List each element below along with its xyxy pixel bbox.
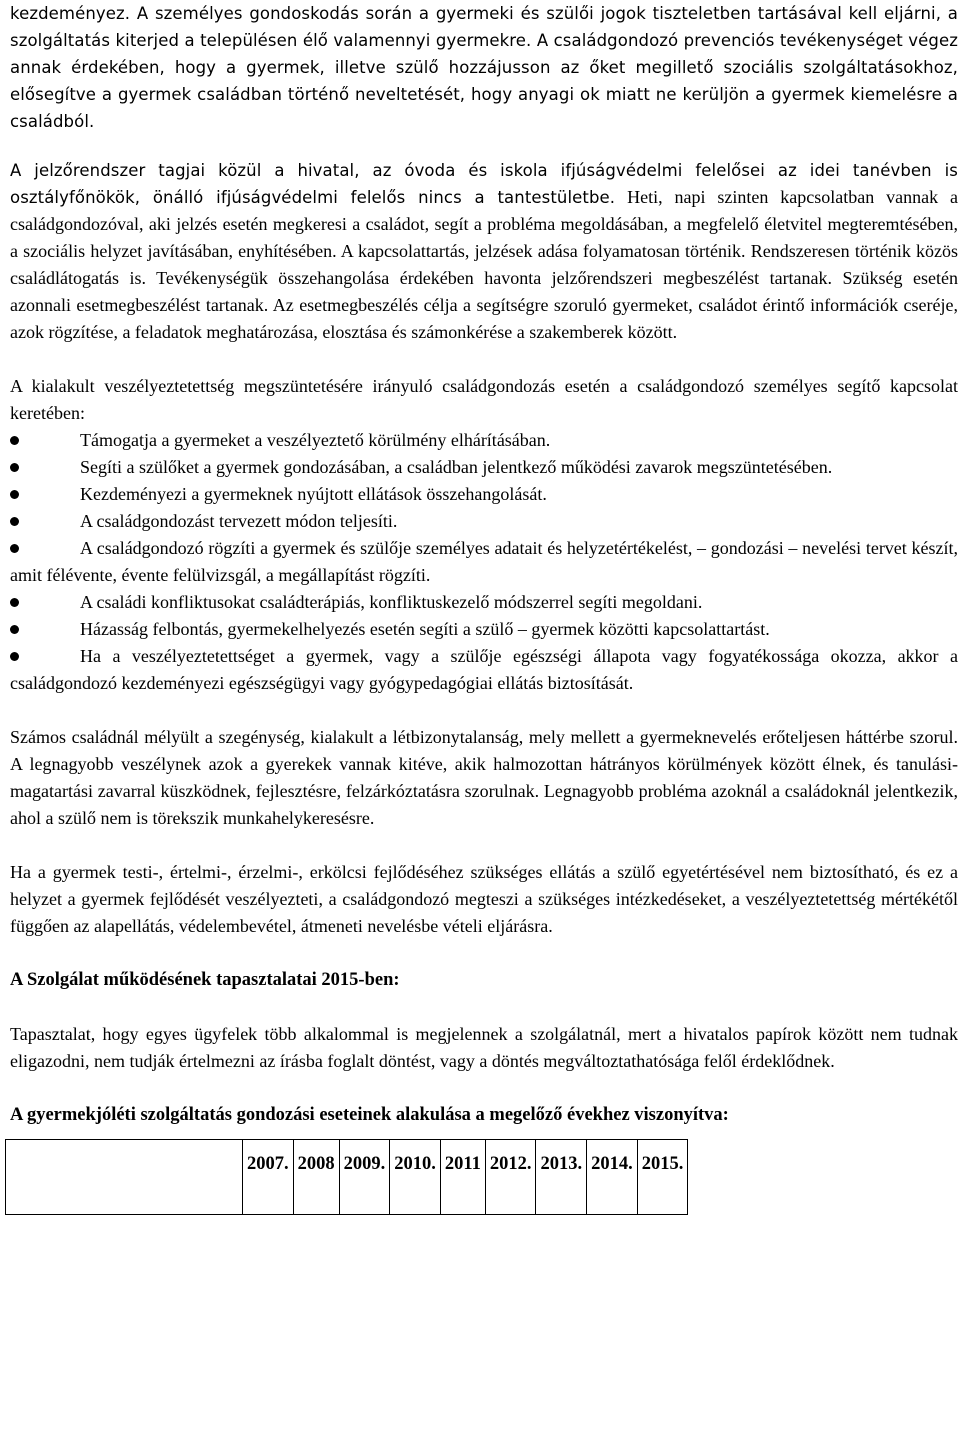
year-cell: 2013.	[536, 1140, 587, 1215]
bullet-icon	[10, 490, 19, 499]
list-item: A családi konfliktusokat családterápiás, konfliktuskezelő módszerrel segíti megoldani.	[10, 589, 958, 616]
year-cell: 2007.	[243, 1140, 294, 1215]
table-header-row	[6, 1140, 688, 1215]
year-cell: 2010.	[390, 1140, 441, 1215]
bullet-icon	[10, 436, 19, 445]
measures-paragraph: Ha a gyermek testi-, értelmi-, érzelmi-, erkölcsi fejlődéséhez szükséges ellátás a szülő egyetértésével nem biztosítható, és ez a helyzet a gyermek fejlődését veszélyezteti, a családgondozó megteszi a szükséges intézkedéseket, a veszélyeztetettség mértékétől függően az alapellátás, védelembevétel, átmeneti nevelésbe vételi eljárásra.	[10, 862, 958, 936]
year-cell: 2008	[293, 1140, 339, 1215]
bullet-icon	[10, 652, 19, 661]
year-cell: 2009.	[339, 1140, 390, 1215]
experience-heading: A Szolgálat működésének tapasztalatai 2015-ben:	[10, 970, 400, 990]
bullet-icon	[10, 517, 19, 526]
bullet-icon	[10, 463, 19, 472]
list-item: A családgondozást tervezett módon teljesíti.	[10, 508, 958, 535]
list-item: Támogatja a gyermeket a veszélyeztető körülmény elhárításában.	[10, 427, 958, 454]
bullet-icon	[10, 544, 19, 553]
list-item: Házasság felbontás, gyermekelhelyezés esetén segíti a szülő – gyermek közötti kapcsolattartást.	[10, 616, 958, 643]
poverty-paragraph: Számos családnál mélyült a szegénység, kialakult a létbizonytalanság, mely mellett a gyermeknevelés erőteljesen háttérbe szorul. A legnagyobb veszélynek azok a gyerekek vannak kitéve, akik halmozottan hátrányos körülmények között élnek, és tanulási- magatartási zavarral küszködnek, fejlesztésre, felzárkóztatásra szorulnak. Legnagyobb probléma azoknál a családoknál jelentkezik, ahol a szülő nem is törekszik munkahelykeresésre.	[10, 727, 958, 828]
document-page	[10, 0, 958, 1215]
signal-system-sans-text: A jelzőrendszer tagjai közül a hivatal, az óvoda és iskola ifjúságvédelmi felelősei az idei tanévben is osztályfőnökök, önálló ifjúságvédelmi felelős nincs a tantestületbe.	[10, 161, 958, 207]
year-cell: 2014.	[587, 1140, 638, 1215]
bullet-icon	[10, 625, 19, 634]
list-item: Ha a veszélyeztetettséget a gyermek, vagy a szülője egészségi állapota vagy fogyatékossága okozza, akkor a családgondozó kezdeményezi egészségügyi vagy gyógypedagógiai ellátás biztosítását.	[10, 646, 958, 693]
list-item: Segíti a szülőket a gyermek gondozásában, a családban jelentkező működési zavarok megszüntetésében.	[10, 454, 958, 481]
cases-table	[5, 1139, 688, 1215]
signal-system-paragraph	[10, 157, 958, 346]
table-heading: A gyermekjóléti szolgáltatás gondozási eseteinek alakulása a megelőző évekhez viszonyítva:	[10, 1105, 729, 1125]
table-corner-cell	[6, 1140, 243, 1215]
intro-paragraph: kezdeményez. A személyes gondoskodás során a gyermeki és szülői jogok tiszteletben tartásával kell eljárni, a szolgáltatás kiterjed a településen élő valamennyi gyermekre. A családgondozó prevenciós tevékenységet végez annak érdekében, hogy a gyermek, illetve szülő hozzájusson az őket megillető szociális szolgáltatásokhoz, elősegítve a gyermek családban történő neveltetését, hogy anyagi ok miatt ne kerüljön a gyermek kiemelésre a családból.	[10, 4, 958, 131]
support-list	[10, 427, 958, 697]
year-cell: 2012.	[485, 1140, 536, 1215]
list-item: Kezdeményezi a gyermeknek nyújtott ellátások összehangolását.	[10, 481, 958, 508]
contact-text: Heti, napi szinten kapcsolatban vannak a családgondozóval, aki jelzés esetén megkeresi a családot, segít a probléma megoldásában, a megfelelő életvitel megteremtésében, a szociális helyzet javításában, enyhítésében. A kapcsolattartás, jelzések adása folyamatosan történik. Rendszeresen történik közös családlátogatás is. Tevékenységük összehangolása érdekében havonta jelzőrendszeri megbeszélést tartanak. Szükség esetén azonnali esetmegbeszélést tartanak. Az esetmegbeszélés célja a segítségre szoruló gyermeket, családot érintő információk cseréje, azok rögzítése, a feladatok meghatározása, elosztása és számonkérése a szakemberek között.	[10, 187, 959, 342]
list-intro-paragraph: A kialakult veszélyeztetettség megszüntetésére irányuló családgondozás esetén a családgondozó személyes segítő kapcsolat keretében:	[10, 376, 958, 423]
list-item: A családgondozó rögzíti a gyermek és szülője személyes adatait és helyzetértékelést, – gondozási – nevelési tervet készít, amit félévente, évente felülvizsgál, a megállapítást rögzíti.	[10, 538, 958, 585]
bullet-icon	[10, 598, 19, 607]
year-cell: 2015.	[637, 1140, 688, 1215]
experience-paragraph: Tapasztalat, hogy egyes ügyfelek több alkalommal is megjelennek a szolgálatnál, mert a hivatalos papírok között nem tudnak eligazodni, nem tudják értelmezni az írásba foglalt döntést, vagy a döntés megváltoztathatósága felől érdeklődnek.	[10, 1024, 958, 1071]
year-cell: 2011	[440, 1140, 485, 1215]
